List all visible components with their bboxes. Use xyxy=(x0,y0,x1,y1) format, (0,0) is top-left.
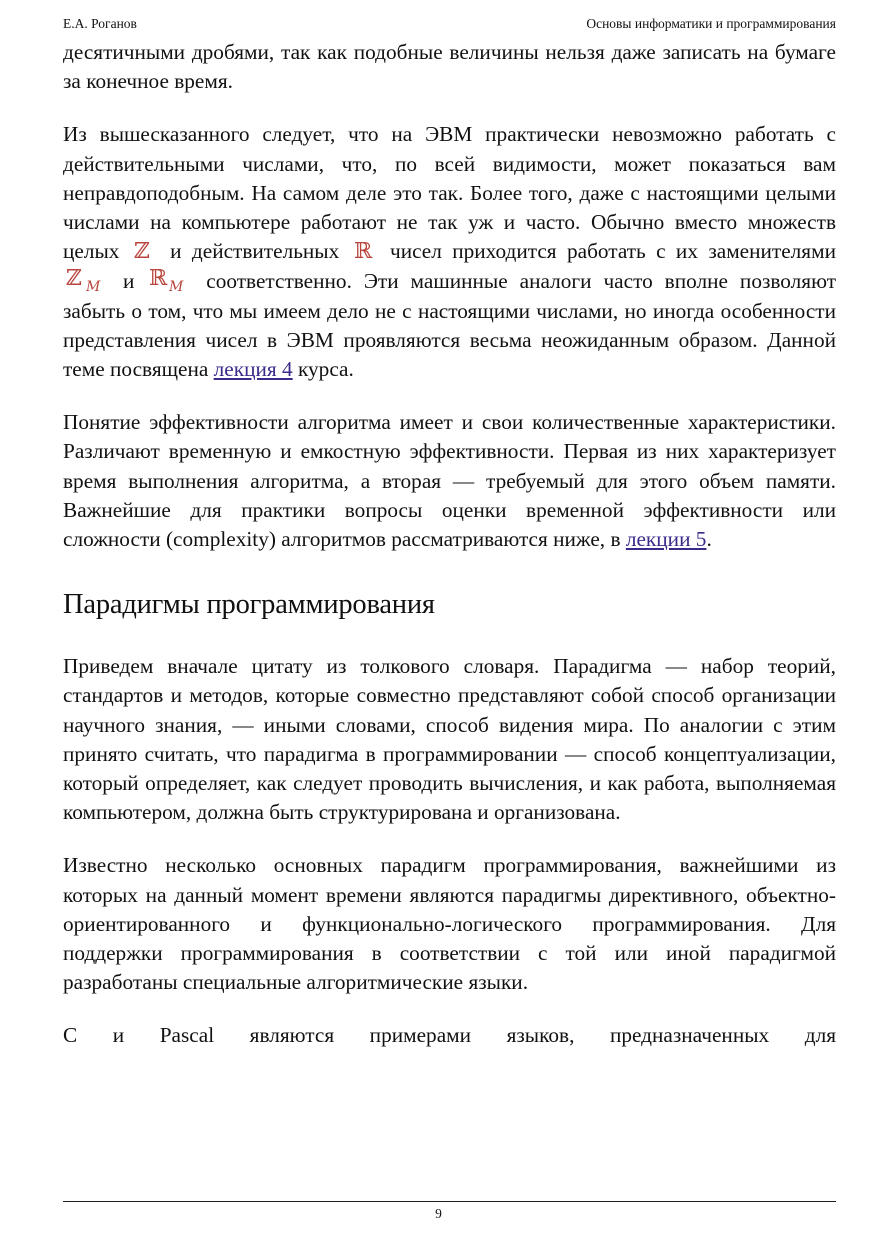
paragraph-languages xyxy=(63,1021,836,1050)
page-number: 9 xyxy=(435,1206,442,1221)
paragraph-text: Приведем вначале цитату из толкового словаря. Парадигма — набор теорий, стандартов и методов, которые совместно представляют собой способ организации научного знания, — иными словами, способ видения мира. По аналогии с этим принято считать, что парадигма в программировании — способ концептуализации, который определяет, как следует проводить вычисления, и как работа, выполняемая компьютером, должна быть структурирована и организована. xyxy=(63,654,836,825)
paragraph-text: C и Pascal являются примерами языков, предназначенных для xyxy=(63,1023,836,1048)
header-course-title: Основы информатики и программирования xyxy=(586,16,836,31)
svg-text:M: M xyxy=(86,279,101,293)
paragraph-text: Понятие эффективности алгоритма имеет и свои количественные характеристики. Различают временную и емкостную эффективности. Первая из них характеризует время выполнения алгоритма, а вторая — требуемый для этого объем памяти. Важнейшие для практики вопросы оценки временной эффективности или сложности (complexity) алгоритмов рассматриваются ниже, в xyxy=(63,410,836,552)
paragraph-real-numbers xyxy=(63,120,836,384)
page-header xyxy=(63,16,836,36)
machine-integers-symbol xyxy=(65,266,109,292)
page-body xyxy=(63,38,836,1051)
paragraph-text: соответственно. Эти машинные аналоги часто вполне позволяют забыть о том, что мы имеем дело не с настоящими числами, но иногда особенности представления чисел в ЭВМ проявляются весьма неожиданным образом. Данной теме посвящена xyxy=(63,269,837,382)
integers-symbol xyxy=(132,238,158,262)
machine-reals-symbol xyxy=(148,266,192,292)
paragraph-text: и xyxy=(122,269,135,294)
reals-glyph: ℝ xyxy=(353,239,372,263)
paragraph-text: и действительных xyxy=(170,239,340,264)
lecture-5-link[interactable]: лекции 5 xyxy=(625,527,707,552)
svg-text:ℤ: ℤ xyxy=(66,266,83,292)
paragraph-continuation xyxy=(63,38,836,96)
header-author: Е.А. Роганов xyxy=(63,16,137,31)
paragraph-paradigm-kinds xyxy=(63,851,836,997)
section-heading: Парадигмы программирования xyxy=(63,589,435,621)
paragraph-text: курса. xyxy=(297,357,354,382)
footer-divider xyxy=(63,1201,836,1202)
paragraph-text: Известно несколько основных парадигм программирования, важнейшими из которых на данный момент времени являются парадигмы директивного, объектно-ориентированного и функционально-логического программирования. Для поддержки программирования в соответствии с той или иной парадигмой разработаны специальные алгоритмические языки. xyxy=(63,853,836,995)
lecture-4-link[interactable]: лекция 4 xyxy=(213,357,293,382)
reals-symbol xyxy=(352,238,378,262)
paragraph-paradigm-definition xyxy=(63,652,836,827)
paragraph-text: Из вышесказанного следует, что на ЭВМ практически невозможно работать с действительными числами, что, по всей видимости, может показаться вам неправдоподобным. На самом деле это так. Более того, даже с настоящими целыми числами на компьютере работают не так уж и часто. Обычно вместо множеств целых xyxy=(63,122,836,264)
paragraph-text: чисел приходится работать с их заменителями xyxy=(389,239,836,264)
paragraph-text: десятичными дробями, так как подобные величины нельзя даже записать на бумаге за конечное время. xyxy=(63,40,836,94)
svg-text:ℝ: ℝ xyxy=(149,266,168,292)
integers-glyph: ℤ xyxy=(133,239,150,263)
paragraph-text: . xyxy=(706,527,712,552)
paragraph-efficiency xyxy=(63,408,836,554)
svg-text:M: M xyxy=(169,279,184,293)
